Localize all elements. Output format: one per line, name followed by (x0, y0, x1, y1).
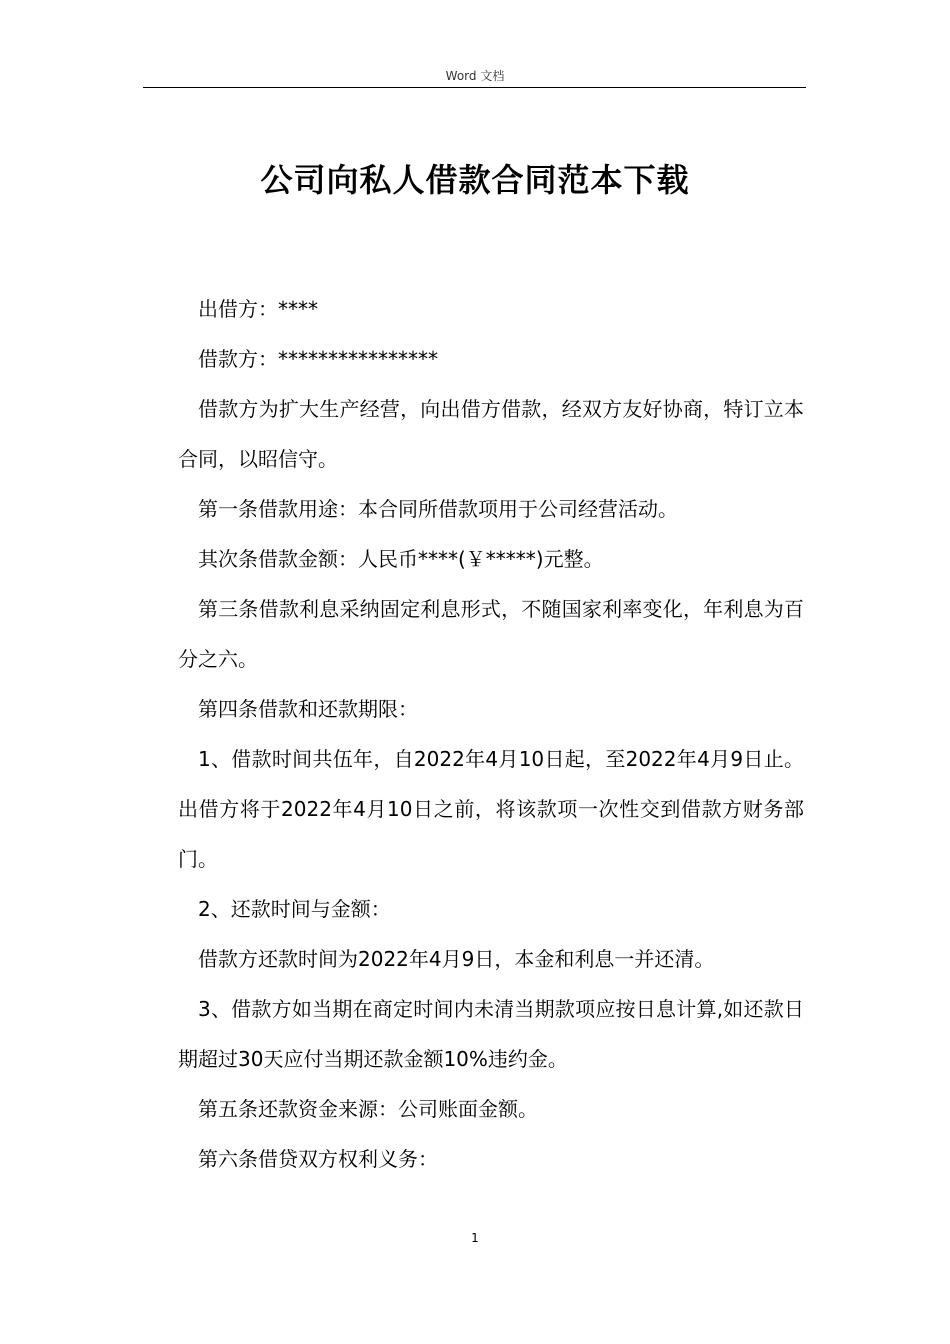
paragraph-term-3: 3、借款方如当期在商定时间内未清当期款项应按日息计算,如还款日期超过30天应付当期还款金额10%违约金。 (178, 997, 804, 1071)
paragraph-repayment: 借款方还款时间为2022年4月9日，本金和利息一并还清。 (198, 947, 715, 971)
paragraph-lender: 出借方：**** (198, 297, 318, 321)
page-header-label: Word 文档 (445, 69, 505, 83)
paragraph-borrower: 借款方：**************** (198, 347, 438, 371)
paragraph-term-2: 2、还款时间与金额： (198, 897, 391, 921)
paragraph-term-1: 1、借款时间共伍年，自2022年4月10日起，至2022年4月9日止。出借方将于2022年4月10日之前，将该款项一次性交到借款方财务部门。 (178, 747, 804, 871)
paragraph-article-1: 第一条借款用途：本合同所借款项用于公司经营活动。 (198, 497, 678, 521)
paragraph-article-2: 其次条借款金额：人民币****(￥*****)元整。 (198, 547, 604, 571)
header-divider (143, 87, 806, 88)
paragraph-article-5: 第五条还款资金来源：公司账面金额。 (198, 1097, 538, 1121)
paragraph-article-3: 第三条借款利息采纳固定利息形式，不随国家利率变化，年利息为百分之六。 (178, 597, 804, 671)
document-body (178, 284, 804, 1184)
paragraph-preamble: 借款方为扩大生产经营，向出借方借款，经双方友好协商，特订立本合同，以昭信守。 (178, 397, 804, 471)
paragraph-article-6: 第六条借贷双方权利义务： (198, 1147, 438, 1171)
page-number: 1 (471, 1231, 479, 1245)
document-title: 公司向私人借款合同范本下载 (260, 161, 690, 199)
paragraph-article-4: 第四条借款和还款期限： (198, 697, 418, 721)
